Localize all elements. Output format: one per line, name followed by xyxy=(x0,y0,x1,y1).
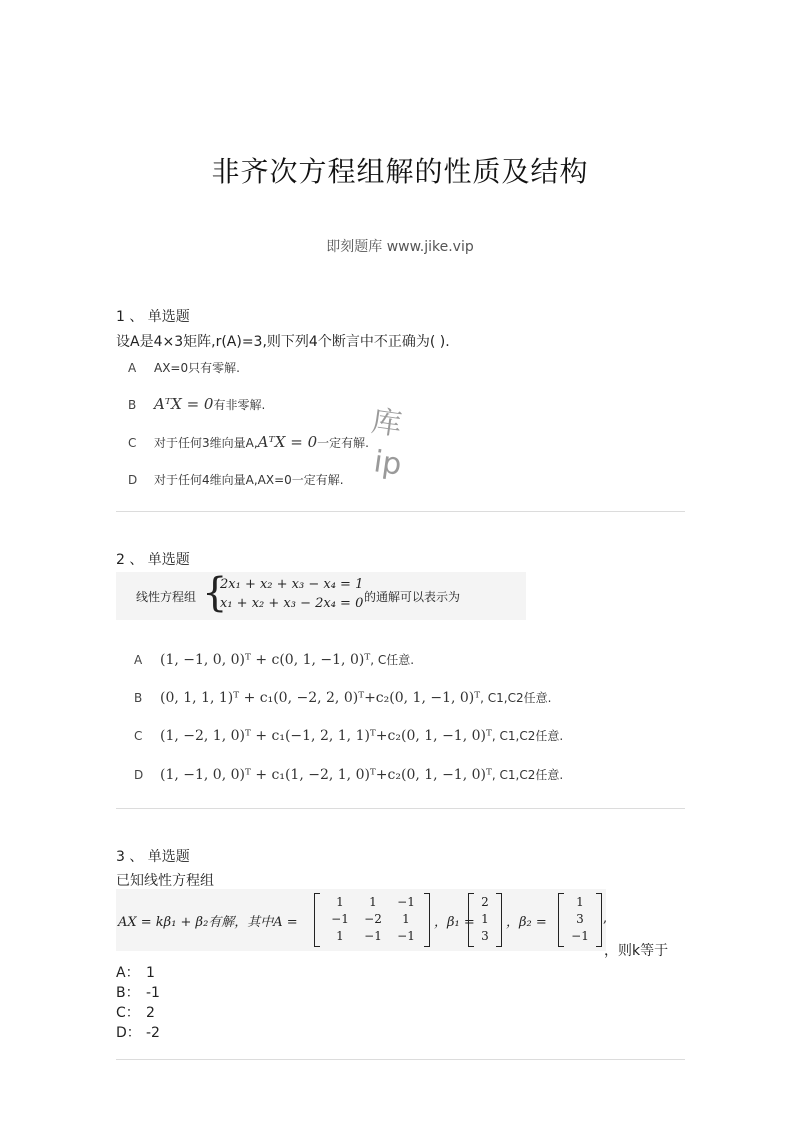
q1-option-c-text-post: 一定有解. xyxy=(317,436,369,450)
page-title: 非齐次方程组解的性质及结构 xyxy=(211,155,589,188)
matrix-a-row xyxy=(323,894,423,911)
beta1-entry: 3 xyxy=(481,929,489,943)
q3-option-b[interactable] xyxy=(116,982,160,1002)
q2-option-a-text: , C任意. xyxy=(370,653,415,667)
q3-beta1-label: ，β₁ = xyxy=(434,915,475,930)
q2-option-d-letter: D xyxy=(134,768,144,782)
beta1-right-bracket xyxy=(496,893,502,947)
q1-option-b-letter: B xyxy=(128,398,137,412)
q1-option-a-letter: A xyxy=(128,361,137,375)
question-2-header: 2 、 单选题 xyxy=(116,552,190,568)
q3-option-d[interactable] xyxy=(116,1022,160,1042)
beta2-right-bracket xyxy=(596,893,602,947)
q1-option-a-text: AX=0只有零解. xyxy=(154,361,240,375)
q1-option-a[interactable] xyxy=(128,359,240,376)
watermark-line-1: 库 xyxy=(369,404,404,443)
divider-1 xyxy=(116,511,685,512)
q3-option-d-letter: D： xyxy=(116,1025,141,1041)
q3-formula-pre: AX = kβ₁ + β₂有解，其中A = xyxy=(118,915,298,930)
q3-option-b-value: -1 xyxy=(146,985,160,1001)
q2-option-c-text: , C1,C2任意. xyxy=(491,729,564,743)
q2-option-d[interactable] xyxy=(134,766,563,783)
page-subtitle: 即刻题库 www.jike.vip xyxy=(326,239,474,255)
beta2-entry: 3 xyxy=(576,912,584,926)
q2-brace: { xyxy=(202,570,228,616)
q1-option-d[interactable] xyxy=(128,471,344,488)
matrix-a-cell: 1 xyxy=(402,912,410,926)
q2-option-d-text: , C1,C2任意. xyxy=(491,768,564,782)
q2-equation-1: 2x₁ + x₂ + x₃ − x₄ = 1 xyxy=(220,577,364,592)
beta2-entry: −1 xyxy=(571,929,589,943)
beta1-entry: 1 xyxy=(481,912,489,926)
q3-option-d-value: -2 xyxy=(146,1025,160,1041)
q2-option-b[interactable] xyxy=(134,689,551,706)
q1-option-b-text: 有非零解. xyxy=(213,398,266,412)
matrix-a-cell: 1 xyxy=(336,929,344,943)
matrix-a-cell: −1 xyxy=(331,912,349,926)
question-1-header: 1 、 单选题 xyxy=(116,309,190,325)
q2-option-b-text: , C1,C2任意. xyxy=(480,691,552,705)
q3-option-a-letter: A： xyxy=(116,965,140,981)
matrix-a-cell: 1 xyxy=(369,895,377,909)
beta2-vector xyxy=(566,894,594,945)
beta2-entry: 1 xyxy=(576,895,584,909)
q2-equation-2: x₁ + x₂ + x₃ − 2x₄ = 0 xyxy=(220,596,364,611)
q2-option-c[interactable] xyxy=(134,727,563,744)
q1-option-b-math: AᵀX = 0 xyxy=(154,395,214,413)
q2-option-a[interactable] xyxy=(134,651,414,668)
q1-option-c[interactable] xyxy=(128,433,369,451)
q3-option-c-value: 2 xyxy=(146,1005,155,1021)
matrix-a-row xyxy=(323,928,423,945)
q2-stem-image xyxy=(116,572,526,620)
q3-option-c[interactable] xyxy=(116,1002,155,1022)
q2-stem-pre: 线性方程组 xyxy=(136,590,197,604)
q2-option-a-math: (1, −1, 0, 0)ᵀ + c(0, 1, −1, 0)ᵀ xyxy=(160,652,371,668)
matrix-a xyxy=(323,894,423,945)
q2-option-a-letter: A xyxy=(134,653,143,667)
divider-3 xyxy=(116,1059,685,1060)
question-3-stem: 已知线性方程组 xyxy=(116,873,214,889)
beta1-left-bracket xyxy=(468,893,474,947)
q1-option-c-letter: C xyxy=(128,436,137,450)
question-3-header: 3 、 单选题 xyxy=(116,849,190,865)
matrix-a-right-bracket xyxy=(424,893,430,947)
q2-option-c-letter: C xyxy=(134,729,143,743)
q3-option-b-letter: B： xyxy=(116,985,140,1001)
matrix-a-cell: −1 xyxy=(364,929,382,943)
divider-2 xyxy=(116,808,685,809)
q1-option-c-text-pre: 对于任何3维向量A, xyxy=(154,436,258,450)
beta1-entry: 2 xyxy=(481,895,489,909)
beta1-vector xyxy=(476,894,494,945)
matrix-a-cell: −2 xyxy=(364,912,382,926)
matrix-a-cell: −1 xyxy=(397,929,415,943)
question-3-stem-tail: ，则k等于 xyxy=(604,943,669,959)
q1-option-c-math: AᵀX = 0 xyxy=(257,433,318,451)
matrix-a-cell: 1 xyxy=(336,895,344,909)
q3-formula-image xyxy=(116,889,606,951)
q3-option-c-letter: C： xyxy=(116,1005,140,1021)
q2-option-d-math: (1, −1, 0, 0)ᵀ + c₁(1, −2, 1, 0)ᵀ+c₂(0, 1, −1, 0)ᵀ xyxy=(160,767,492,783)
q3-option-a[interactable] xyxy=(116,962,155,982)
q2-option-b-letter: B xyxy=(134,691,143,705)
q3-option-a-value: 1 xyxy=(146,965,155,981)
beta2-left-bracket xyxy=(558,893,564,947)
q3-beta2-label: ，β₂ = xyxy=(506,915,547,930)
q1-option-b[interactable] xyxy=(128,395,265,413)
watermark-line-2: ip xyxy=(371,444,404,483)
q2-option-c-math: (1, −2, 1, 0)ᵀ + c₁(−1, 2, 1, 1)ᵀ+c₂(0, 1, −1, 0)ᵀ xyxy=(160,728,492,744)
q1-option-d-letter: D xyxy=(128,473,138,487)
q1-option-d-text: 对于任何4维向量A,AX=0一定有解. xyxy=(154,473,344,487)
matrix-a-cell: −1 xyxy=(397,895,415,909)
q2-option-b-math: (0, 1, 1, 1)ᵀ + c₁(0, −2, 2, 0)ᵀ+c₂(0, 1, −1, 0)ᵀ xyxy=(160,690,481,706)
q3-formula-end: , xyxy=(603,911,608,926)
q2-stem-post: 的通解可以表示为 xyxy=(364,590,461,604)
question-1-stem: 设A是4×3矩阵,r(A)=3,则下列4个断言中不正确为( ). xyxy=(116,334,450,350)
matrix-a-left-bracket xyxy=(314,893,320,947)
matrix-a-row xyxy=(323,911,423,928)
